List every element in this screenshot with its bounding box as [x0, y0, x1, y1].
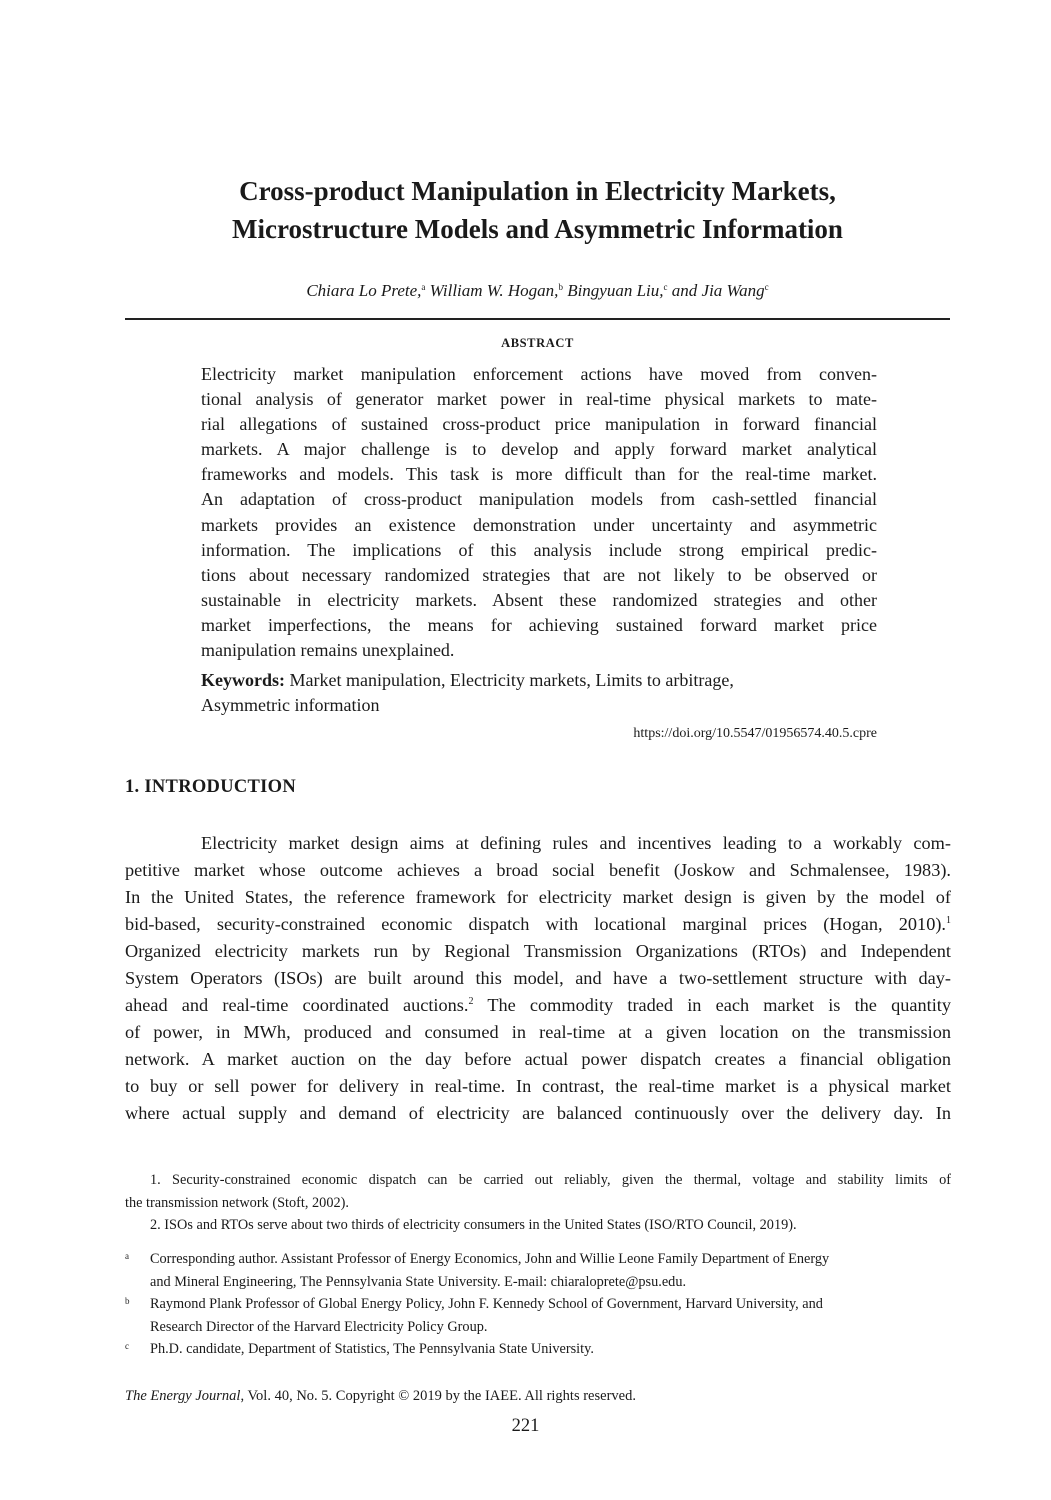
author-affiliation-mark: c — [663, 282, 668, 292]
author-affiliation-mark: c — [764, 282, 769, 292]
keywords-list: Market manipulation, Electricity markets, Limits to arbitrage, — [289, 670, 734, 690]
body-line: network. A market auction on the day before actual power dispatch creates a financial obligation — [125, 1049, 951, 1069]
affiliation-line: Raymond Plank Professor of Global Energy Policy, John F. Kennedy School of Government, Harvard University, and — [150, 1296, 823, 1312]
author-name: Chiara Lo Prete, — [306, 281, 422, 300]
abstract-line: manipulation remains unexplained. — [201, 640, 455, 661]
author-name: Bingyuan Liu, — [567, 281, 664, 300]
affiliation-line: Ph.D. candidate, Department of Statistics, The Pennsylvania State University. — [150, 1341, 594, 1357]
author-name: William W. Hogan, — [429, 281, 559, 300]
keywords-block — [201, 668, 877, 718]
abstract-line: An adaptation of cross-product manipulation models from cash-settled financial — [201, 489, 877, 510]
affiliation-mark: c — [125, 1341, 129, 1351]
body-line — [125, 911, 951, 938]
abstract-line: Electricity market manipulation enforcement actions have moved from conven- — [201, 364, 877, 384]
abstract-line: information. The implications of this analysis include strong empirical predic- — [201, 539, 877, 560]
abstract-line: frameworks and models. This task is more difficult than for the real-time market. — [201, 464, 877, 485]
journal-name: The Energy Journal — [125, 1388, 241, 1404]
body-line-text: ahead and real-time coordinated auctions. — [125, 995, 469, 1015]
affiliation-a — [125, 1248, 951, 1293]
body-line: System Operators (ISOs) are built around this model, and have a two-settlement structure with day- — [125, 968, 951, 988]
author-affiliation-mark: b — [558, 282, 563, 292]
abstract-line: market imperfections, the means for achieving sustained forward market price — [201, 614, 877, 635]
paper-title — [125, 172, 950, 248]
affiliation-mark: b — [125, 1296, 130, 1306]
doi-link[interactable]: https://doi.org/10.5547/01956574.40.5.cpre — [633, 726, 877, 741]
affiliation-line: Corresponding author. Assistant Professor of Energy Economics, John and Willie Leone Family Department of Energy — [150, 1251, 830, 1267]
affiliations — [125, 1248, 951, 1361]
abstract-heading: ABSTRACT — [501, 336, 574, 350]
body-line-text: The commodity traded in each market is the quantity — [473, 995, 951, 1015]
footnotes — [125, 1169, 951, 1237]
keywords-list-cont: Asymmetric information — [201, 695, 380, 715]
abstract-line: sustainable in electricity markets. Absent these randomized strategies and other — [201, 589, 877, 610]
footnote-2 — [125, 1214, 951, 1237]
section-heading: 1. INTRODUCTION — [125, 777, 297, 797]
footnote-1 — [125, 1169, 951, 1214]
body-line: where actual supply and demand of electricity are balanced continuously over the delivery day. In — [125, 1103, 951, 1123]
affiliation-line: and Mineral Engineering, The Pennsylvania State University. E-mail: chiaraloprete@psu.edu. — [150, 1273, 687, 1290]
title-line-2: Microstructure Models and Asymmetric Information — [232, 214, 843, 244]
footnote-ref-1[interactable]: 1 — [946, 915, 951, 926]
body-line: Organized electricity markets run by Regional Transmission Organizations (RTOs) and Independent — [125, 941, 951, 961]
title-line-1: Cross-product Manipulation in Electricity Markets, — [239, 176, 836, 206]
abstract-line: tions about necessary randomized strategies that are not likely to be observed or — [201, 564, 877, 585]
abstract-body — [201, 362, 877, 663]
header-divider — [125, 318, 950, 320]
body-line-text: bid-based, security-constrained economic dispatch with locational marginal prices (Hogan, 2010). — [125, 914, 946, 934]
body-line: of power, in MWh, produced and consumed in real-time at a given location on the transmission — [125, 1022, 951, 1042]
abstract-line: markets provides an existence demonstration under uncertainty and asymmetric — [201, 514, 877, 535]
abstract-line: markets. A major challenge is to develop and apply forward market analytical — [201, 439, 877, 460]
body-line: petitive market whose outcome achieves a broad social benefit (Joskow and Schmalensee, 1983). — [125, 860, 951, 880]
affiliation-b — [125, 1293, 951, 1338]
affiliation-mark: a — [125, 1251, 129, 1261]
keywords-label: Keywords: — [201, 670, 285, 690]
body-line — [125, 992, 951, 1019]
body-line: Electricity market design aims at defining rules and incentives leading to a workably com- — [201, 833, 951, 853]
footnote-line: 2. ISOs and RTOs serve about two thirds of electricity consumers in the United States (ISO/RTO Council, 2019). — [150, 1217, 797, 1233]
affiliation-c — [125, 1338, 951, 1361]
author-name: Jia Wang — [701, 281, 765, 300]
abstract-line: rial allegations of sustained cross-product price manipulation in forward financial — [201, 414, 877, 435]
page-number: 221 — [511, 1416, 540, 1436]
author-list — [125, 281, 950, 301]
footnote-line: 1. Security-constrained economic dispatch can be carried out reliably, given the thermal, voltage and stability limits of — [150, 1172, 951, 1188]
affiliation-line: Research Director of the Harvard Electricity Policy Group. — [150, 1318, 488, 1335]
body-line: In the United States, the reference framework for electricity market design is given by the model of — [125, 887, 951, 907]
body-line: to buy or sell power for delivery in real-time. In contrast, the real-time market is a physical market — [125, 1076, 951, 1096]
footnote-ref-2[interactable]: 2 — [468, 996, 474, 1007]
abstract-line: tional analysis of generator market power in real-time physical markets to mate- — [201, 389, 877, 410]
author-affiliation-mark: a — [421, 282, 426, 292]
introduction-body — [125, 830, 951, 1127]
author-conjunction: and — [671, 281, 698, 300]
footnote-line: the transmission network (Stoft, 2002). — [125, 1194, 349, 1211]
journal-footer — [125, 1388, 636, 1405]
journal-copyright: , Vol. 40, No. 5. Copyright © 2019 by the IAEE. All rights reserved. — [240, 1388, 636, 1404]
